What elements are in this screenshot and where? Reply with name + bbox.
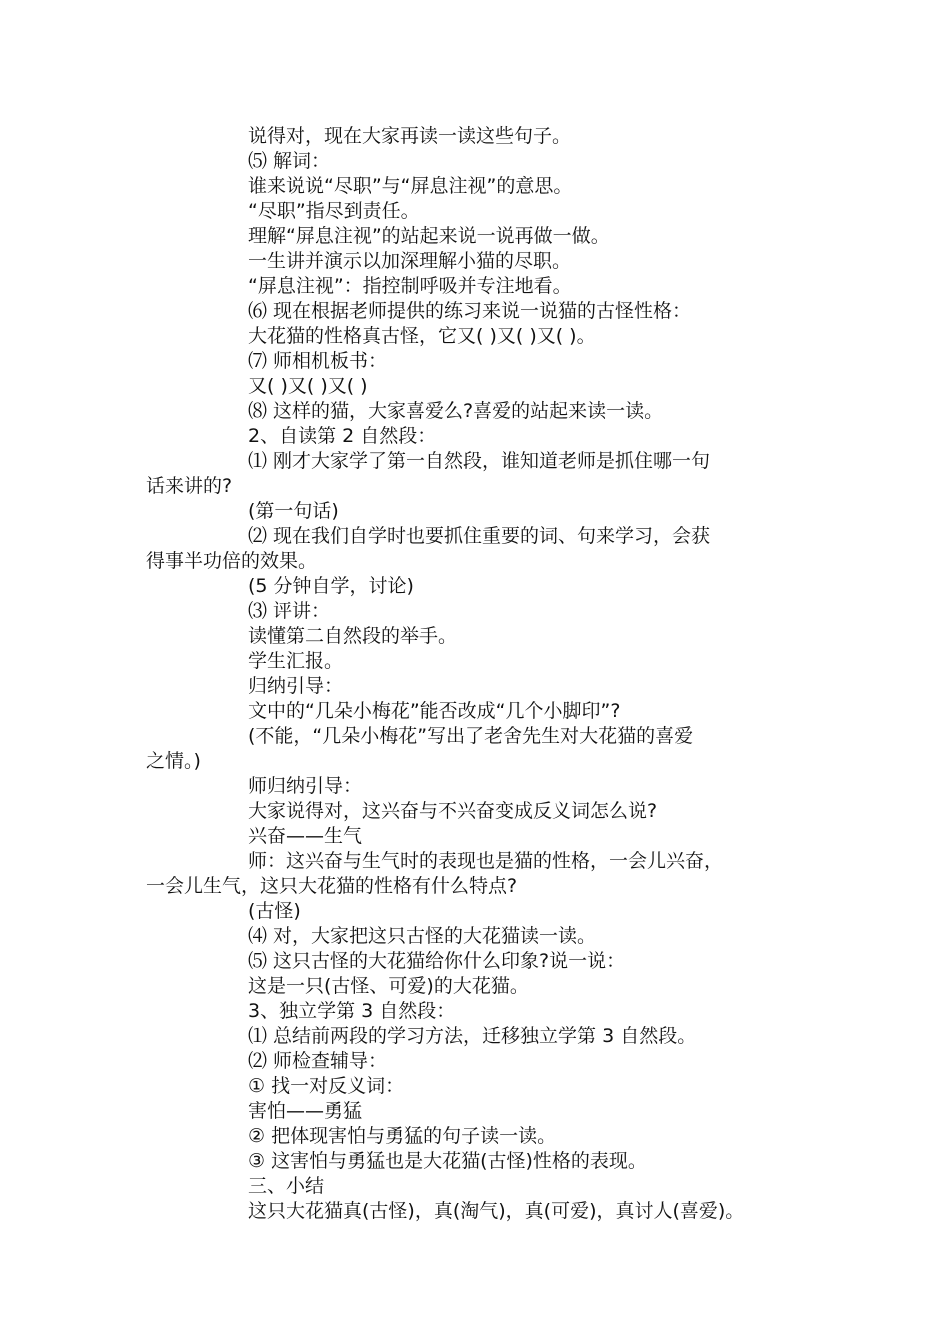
text-line: 兴奋——生气 — [248, 825, 363, 847]
text-line: ⑹ 现在根据老师提供的练习来说一说猫的古怪性格： — [248, 300, 692, 322]
text-line: (5 分钟自学，讨论) — [248, 575, 414, 597]
text-line: 话来讲的? — [146, 475, 233, 497]
text-line: ⑻ 这样的猫，大家喜爱么?喜爱的站起来读一读。 — [248, 400, 664, 422]
text-line: 归纳引导： — [248, 675, 344, 697]
text-line: ⑶ 评讲： — [248, 600, 331, 622]
text-line: 学生汇报。 — [248, 650, 344, 672]
text-line: (不能，“几朵小梅花”写出了老舍先生对大花猫的喜爱 — [248, 725, 694, 747]
text-line: 一会儿生气，这只大花猫的性格有什么特点? — [146, 875, 518, 897]
text-line: 说得对，现在大家再读一读这些句子。 — [248, 125, 572, 147]
text-line: 又( )又( )又( ) — [248, 375, 368, 397]
text-line: 2、自读第 2 自然段： — [248, 425, 437, 447]
text-line: ⑷ 对，大家把这只古怪的大花猫读一读。 — [248, 925, 597, 947]
text-line: 读懂第二自然段的举手。 — [248, 625, 458, 647]
text-line: 文中的“几朵小梅花”能否改成“几个小脚印”? — [248, 700, 621, 722]
text-line: 谁来说说“尽职”与“屏息注视”的意思。 — [248, 175, 573, 197]
text-line: ② 把体现害怕与勇猛的句子读一读。 — [248, 1125, 557, 1147]
text-line: 3、独立学第 3 自然段： — [248, 1000, 456, 1022]
text-line: ③ 这害怕与勇猛也是大花猫(古怪)性格的表现。 — [248, 1150, 647, 1172]
text-line: “屏息注视”：指控制呼吸并专注地看。 — [248, 275, 572, 297]
text-line: 三、小结 — [248, 1175, 325, 1197]
text-line: 害怕——勇猛 — [248, 1100, 363, 1122]
text-line: 一生讲并演示以加深理解小猫的尽职。 — [248, 250, 572, 272]
text-line: (第一句话) — [248, 500, 339, 522]
text-line: 得事半功倍的效果。 — [146, 550, 318, 572]
text-line: “尽职”指尽到责任。 — [248, 200, 420, 222]
text-line: 理解“屏息注视”的站起来说一说再做一做。 — [248, 225, 610, 247]
text-line: ⑸ 这只古怪的大花猫给你什么印象?说一说： — [248, 950, 626, 972]
text-line: 这只大花猫真(古怪)，真(淘气)，真(可爱)，真讨人(喜爱)。 — [248, 1200, 745, 1222]
text-line: 师：这兴奋与生气时的表现也是猫的性格，一会儿兴奋， — [248, 850, 724, 872]
text-line: ⑴ 总结前两段的学习方法，迁移独立学第 3 自然段。 — [248, 1025, 697, 1047]
text-line: ① 找一对反义词： — [248, 1075, 405, 1097]
text-line: ⑵ 师检查辅导： — [248, 1050, 388, 1072]
text-line: 师归纳引导： — [248, 775, 363, 797]
text-line: 之情。) — [146, 750, 201, 772]
text-line: 大花猫的性格真古怪，它又( )又( )又( )。 — [248, 325, 596, 347]
text-line: ⑸ 解词： — [248, 150, 331, 172]
text-line: ⑴ 刚才大家学了第一自然段，谁知道老师是抓住哪一句 — [248, 450, 711, 472]
text-line: (古怪) — [248, 900, 301, 922]
text-line: 这是一只(古怪、可爱)的大花猫。 — [248, 975, 529, 997]
text-line: ⑵ 现在我们自学时也要抓住重要的词、句来学习，会获 — [248, 525, 711, 547]
text-line: 大家说得对，这兴奋与不兴奋变成反义词怎么说? — [248, 800, 658, 822]
text-line: ⑺ 师相机板书： — [248, 350, 388, 372]
